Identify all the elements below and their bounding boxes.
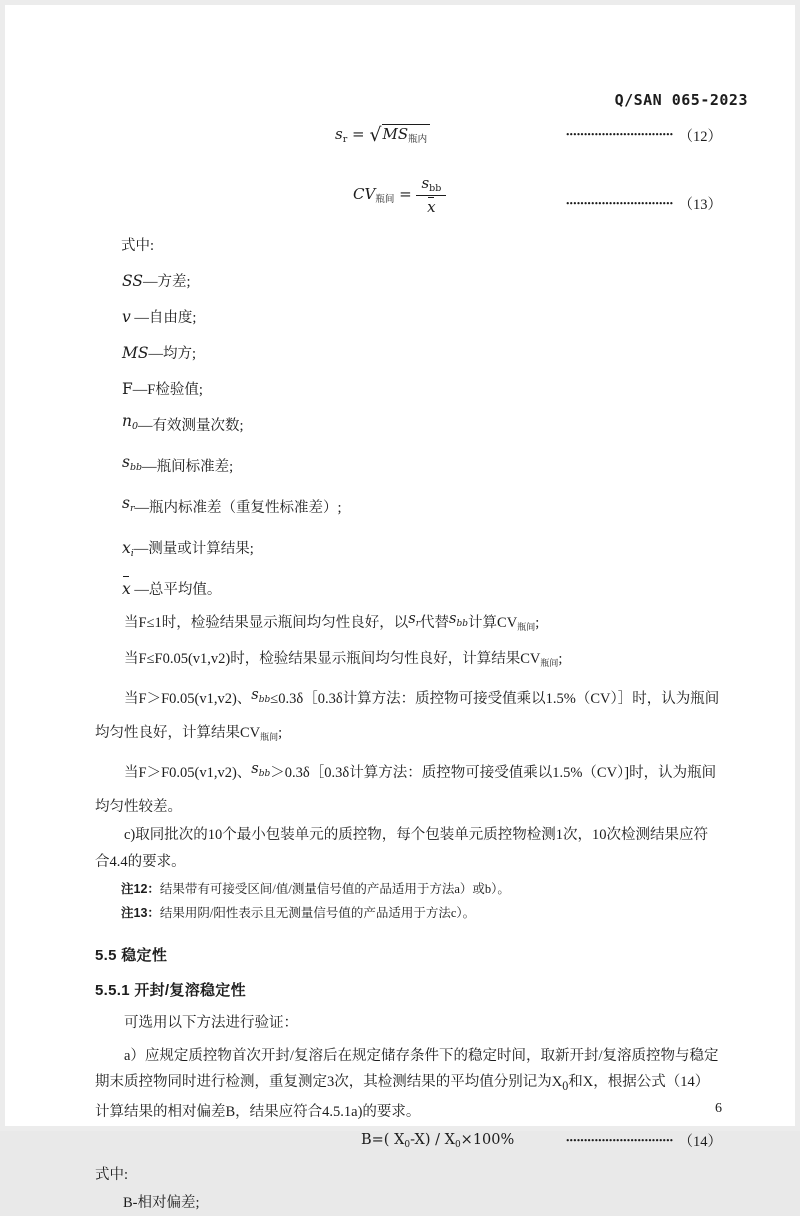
definition-text: —方差;	[142, 274, 191, 290]
formula-14-leader	[566, 1130, 722, 1151]
paragraph-f-le-f005	[95, 645, 722, 678]
equals-sign: =	[352, 125, 365, 143]
formula-12	[335, 124, 430, 146]
cv-subscript: 瓶间	[540, 658, 559, 668]
fraction	[416, 174, 446, 216]
formula-12-number: （12）	[678, 128, 722, 145]
symbol-s: s	[251, 687, 259, 703]
formula-13-number: （13）	[678, 197, 722, 213]
definition-text: —均方;	[148, 346, 197, 362]
text: 和X，根据公式（14）计算结果的相对偏差B，结果应符合4.5.1a)的要求。	[95, 1074, 710, 1121]
text: ×100%	[460, 1131, 515, 1148]
x0-subscript: 0	[562, 1078, 569, 1093]
doc-code: Q/SAN 065-2023	[614, 91, 748, 109]
text: B=( X	[361, 1131, 405, 1148]
radical-sign: √	[369, 124, 382, 146]
symbol-s: s	[251, 761, 259, 777]
symbol-cv-sub: 瓶间	[375, 194, 395, 205]
definitions-intro: 式中:	[121, 238, 155, 254]
definition-ss	[122, 269, 722, 294]
definition-n0	[122, 413, 722, 443]
text: 代替	[420, 615, 450, 631]
symbol-x: x	[122, 539, 131, 557]
symbol-sbb	[251, 687, 270, 703]
note-label: 注13：	[121, 906, 160, 920]
note-12	[121, 878, 722, 900]
x0-subscript: 0	[454, 1139, 461, 1150]
formula-14-row	[95, 1126, 722, 1156]
text: ;	[278, 725, 283, 741]
section-heading-5-5-1: 5.5.1 开封/复溶稳定性	[95, 982, 246, 999]
page-number: 6	[715, 1101, 722, 1116]
radicand	[382, 124, 431, 143]
dotted-leader: ••••••••••••••••••••••••••••••	[566, 129, 674, 139]
symbol-xbar: x	[427, 198, 436, 216]
text: 当F＞F0.05(v1,v2)、	[124, 691, 252, 707]
x0-subscript: 0	[404, 1139, 411, 1150]
symbol-sbb	[251, 761, 270, 777]
note-13	[121, 902, 722, 924]
symbol-s-sub: bb	[429, 183, 442, 194]
equals-sign: =	[399, 185, 412, 203]
symbol-sbb	[122, 453, 142, 471]
paragraph-f-gt-bad	[95, 759, 722, 822]
symbol-s-sub: r	[342, 134, 348, 145]
symbol-s: s	[122, 494, 130, 512]
definition-text: —自由度;	[134, 310, 197, 326]
text: ;	[558, 651, 563, 667]
symbol-ss: SS	[122, 272, 143, 290]
symbol-cv: CV	[353, 185, 376, 203]
text: ＞0.3δ［0.3δ计算方法：质控物可接受值乘以1.5%（CV）]时，认为瓶间均匀性较差。	[95, 765, 717, 815]
formula-13-leader	[566, 193, 722, 224]
cv-subscript: 瓶间	[517, 622, 536, 632]
symbol-x-sub: i	[130, 548, 134, 559]
fraction-denominator	[416, 196, 446, 216]
symbol-f: F	[122, 380, 133, 398]
symbol-v: v	[122, 308, 131, 326]
section-heading-5-5: 5.5 稳定性	[95, 947, 168, 964]
symbol-ms: MS	[122, 344, 149, 362]
formula-13-row	[95, 166, 722, 224]
definition-text: —总平均值。	[134, 582, 222, 598]
symbol-xbar: x	[122, 577, 131, 601]
text: -X) / X	[410, 1131, 455, 1148]
definition-xbar	[122, 577, 722, 602]
formula-14-number: （14）	[678, 1134, 722, 1151]
symbol-s: s	[449, 611, 457, 627]
formula-12-leader	[566, 125, 722, 146]
paragraph-f-gt-good	[95, 685, 722, 752]
definition-text: —F检验值;	[132, 382, 203, 398]
dotted-leader: ••••••••••••••••••••••••••••••	[566, 197, 674, 208]
definition-b: B-相对偏差;	[123, 1194, 200, 1211]
formula-14	[361, 1132, 514, 1150]
definition-f	[122, 377, 722, 402]
symbol-n-sub: 0	[131, 421, 139, 432]
paragraph-item-c: c)取同批次的10个最小包装单元的质控物，每个包装单元质控物检测1次，10次检测结果应符合4.4的要求。	[95, 827, 709, 870]
symbol-s-sub: r	[415, 619, 421, 629]
symbol-s: s	[421, 174, 430, 192]
fraction-numerator	[416, 174, 446, 196]
text: ;	[535, 615, 540, 631]
definition-xi	[122, 536, 722, 566]
text: 当F≤F0.05(v1,v2)时，检验结果显示瓶间均匀性良好，计算结果CV	[124, 651, 541, 667]
definition-ms	[122, 341, 722, 366]
paragraph-f-le-1	[95, 609, 722, 643]
page-content	[95, 112, 722, 1216]
symbol-s-sub: bb	[456, 619, 469, 629]
definition-sr	[122, 495, 722, 525]
note-text: 结果带有可接受区间/值/测量信号值的产品适用于方法a）或b）。	[159, 882, 510, 896]
symbol-s-sub: r	[129, 503, 135, 514]
symbol-s: s	[408, 611, 416, 627]
formula-14-intro: 式中:	[95, 1166, 129, 1183]
note-text: 结果用阴/阳性表示且无测量信号值的产品适用于方法c）。	[159, 906, 476, 920]
text: ≤0.3δ［0.3δ计算方法：质控物可接受值乘以1.5%（CV）］时，认为瓶间均匀性良好，计算结果CV	[95, 691, 720, 741]
definition-text: —瓶间标准差;	[142, 459, 234, 475]
symbol-s-sub: bb	[258, 769, 271, 779]
symbol-xi	[122, 539, 134, 557]
symbol-s: s	[122, 453, 130, 471]
definition-sbb	[122, 454, 722, 484]
symbol-sr	[122, 494, 135, 512]
symbol-sbb	[449, 611, 468, 627]
formula-13	[353, 174, 446, 216]
definition-text: —测量或计算结果;	[133, 541, 254, 557]
symbol-ms-sub: 瓶内	[408, 134, 428, 145]
text: 计算CV	[468, 615, 518, 631]
definition-text: —有效测量次数;	[138, 418, 244, 434]
definition-text: —瓶内标准差（重复性标准差）;	[134, 500, 342, 516]
text: 当F＞F0.05(v1,v2)、	[124, 765, 252, 781]
stability-intro: 可选用以下方法进行验证：	[124, 1015, 298, 1031]
text: 当F≤1时，检验结果显示瓶间均匀性良好，以	[124, 615, 409, 631]
definition-v	[122, 305, 722, 330]
symbol-s: s	[335, 125, 343, 143]
symbol-n0	[122, 412, 138, 430]
symbol-s-sub: bb	[258, 695, 271, 705]
symbol-s-sub: bb	[129, 462, 143, 473]
stability-method-a	[95, 1043, 722, 1126]
symbol-n: n	[122, 412, 132, 430]
text: a）应规定质控物首次开封/复溶后在规定储存条件下的稳定时间，取新开封/复溶质控物与稳定期末质控物同时进行检测，重复测定3次，其检测结果的平均值分别记为X	[95, 1047, 719, 1090]
cv-subscript: 瓶间	[260, 732, 279, 742]
note-label: 注12：	[121, 882, 160, 896]
symbol-sr	[408, 611, 420, 627]
symbol-ms: MS	[382, 125, 409, 143]
dotted-leader: ••••••••••••••••••••••••••••••	[566, 1134, 674, 1145]
formula-12-row	[95, 114, 722, 156]
